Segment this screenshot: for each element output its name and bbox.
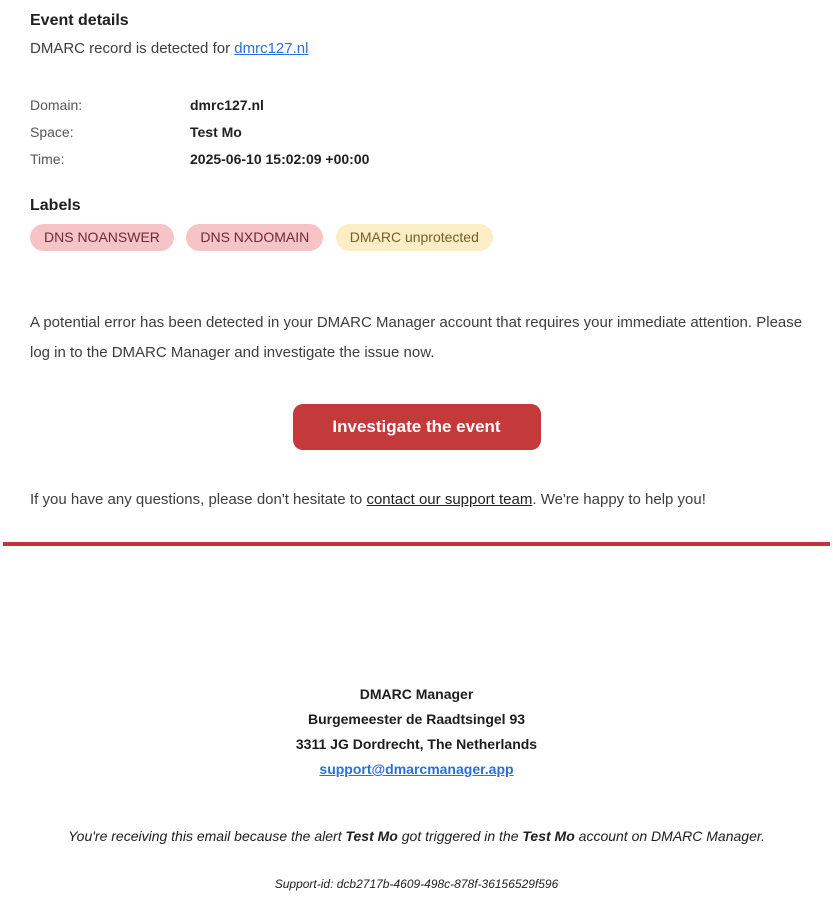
red-divider — [3, 542, 830, 546]
detail-value-domain: dmrc127.nl — [190, 97, 264, 113]
table-row — [30, 97, 369, 124]
table-row — [30, 151, 369, 178]
footer-notice — [0, 828, 833, 844]
detail-label-space: Space: — [30, 124, 74, 140]
contact-support-link[interactable]: contact our support team — [366, 491, 533, 508]
alert-paragraph: A potential error has been detected in your DMARC Manager account that requires your immediate attention. Please log in to the DMARC Manager and investigate the issue now. — [30, 314, 803, 361]
notice-account-name: Test Mo — [522, 828, 575, 844]
detail-value-time: 2025-06-10 15:02:09 +00:00 — [190, 151, 370, 167]
event-intro — [30, 40, 803, 57]
detail-value-space: Test Mo — [190, 124, 242, 140]
event-intro-text: DMARC record is detected for — [30, 40, 235, 57]
button-row — [30, 404, 803, 450]
questions-paragraph — [30, 485, 803, 515]
notice-prefix: You're receiving this email because the alert — [68, 828, 346, 844]
labels-badges — [30, 224, 803, 251]
footer-address-block — [0, 682, 833, 782]
notice-alert-name: Test Mo — [345, 828, 398, 844]
support-email-link[interactable]: support@dmarcmanager.app — [319, 761, 514, 777]
detail-label-domain: Domain: — [30, 97, 83, 113]
questions-text-suffix: . We're happy to help you! — [532, 491, 706, 508]
badge-dns-nxdomain: DNS NXDOMAIN — [186, 224, 323, 251]
event-details-table — [30, 97, 369, 178]
badge-dmarc-unprotected: DMARC unprotected — [336, 224, 493, 251]
detail-label-time: Time: — [30, 151, 65, 167]
footer-address-line1: Burgemeester de Raadtsingel 93 — [307, 711, 526, 727]
labels-heading: Labels — [30, 197, 81, 214]
domain-link[interactable]: dmrc127.nl — [234, 40, 309, 57]
questions-text-prefix: If you have any questions, please don't hesitate to — [30, 491, 367, 508]
support-id: Support-id: dcb2717b-4609-498c-878f-36156529f596 — [274, 877, 559, 891]
notice-suffix: account on DMARC Manager. — [574, 828, 765, 844]
investigate-event-button[interactable]: Investigate the event — [293, 404, 541, 450]
event-details-heading: Event details — [30, 12, 129, 29]
badge-dns-noanswer: DNS NOANSWER — [30, 224, 174, 251]
table-row — [30, 124, 369, 151]
notice-middle: got triggered in the — [397, 828, 523, 844]
footer-address-line2: 3311 JG Dordrecht, The Netherlands — [295, 736, 538, 752]
footer-company-name: DMARC Manager — [359, 686, 474, 702]
